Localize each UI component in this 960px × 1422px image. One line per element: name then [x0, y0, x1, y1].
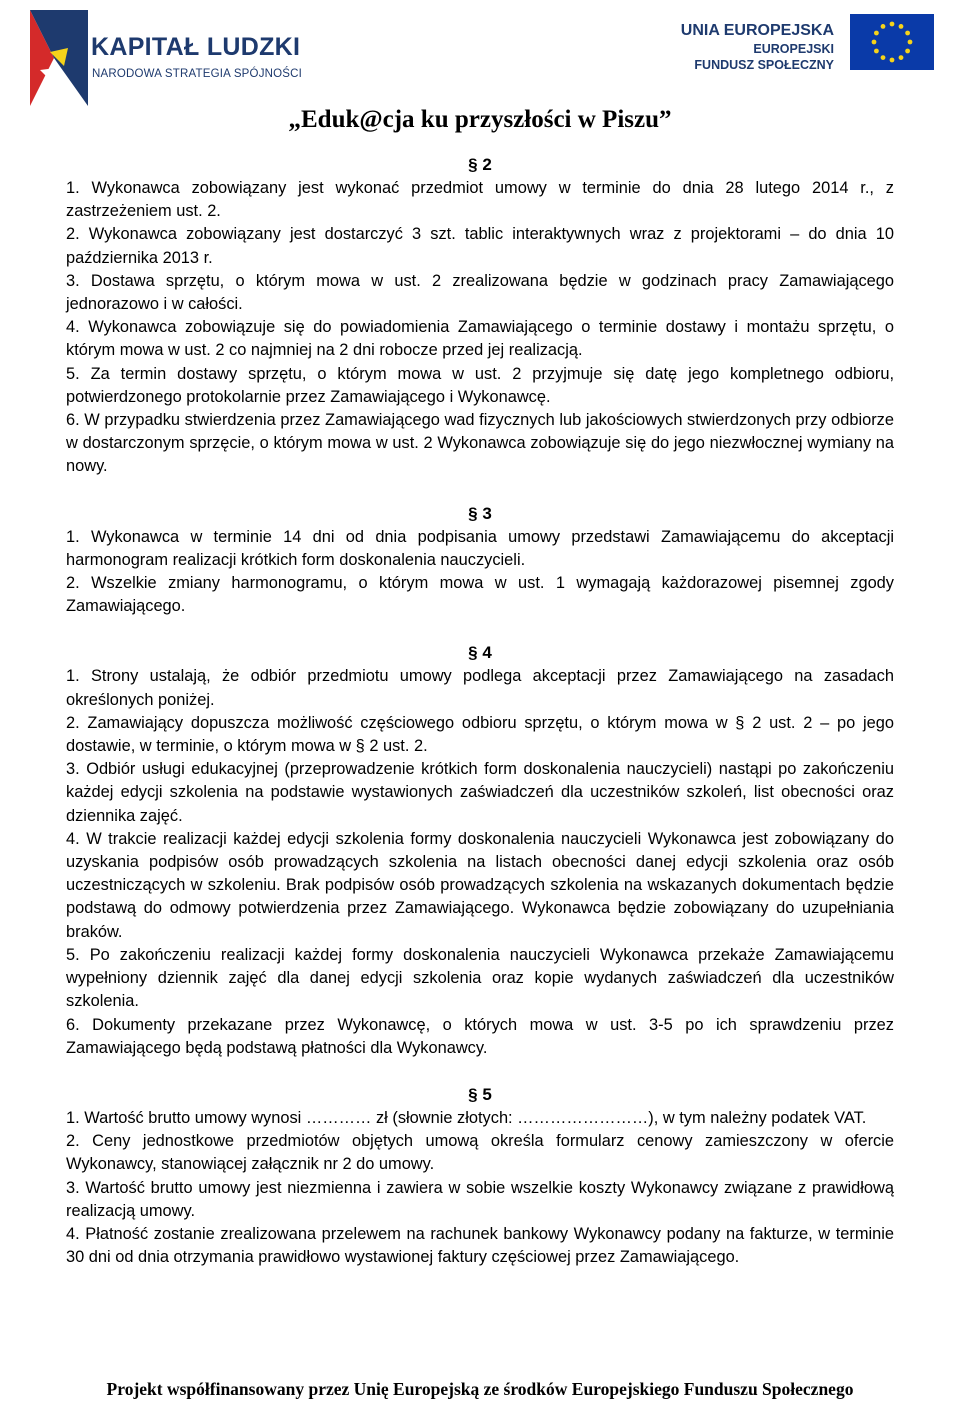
eu-star-icon [874, 31, 879, 36]
paragraph: 3. Odbiór usługi edukacyjnej (przeprowadzenie krótkich form doskonalenia nauczycieli) nastąpi po zakończeniu każdej edycji szkolenia na podstawie wystawionych zaświadczeń dla uczestników szkoleń, list obecności oraz dziennika zajęć. [66, 760, 894, 825]
paragraph: 3. Wartość brutto umowy jest niezmienna i zawiera w sobie wszelkie koszty Wykonawcy związane z prawidłową realizacją umowy. [66, 1178, 894, 1220]
document-body [66, 153, 894, 1269]
eu-flag-icon [850, 14, 934, 70]
eu-star-icon [890, 22, 895, 27]
paragraph: 1. Wykonawca w terminie 14 dni od dnia podpisania umowy przedstawi Zamawiającemu do akceptacji harmonogram realizacji krótkich form doskonalenia nauczycieli. [66, 527, 894, 569]
eu-star-icon [872, 40, 877, 45]
efs-line1: EUROPEJSKI [753, 42, 834, 56]
paragraph: 1. Wartość brutto umowy wynosi ………… zł (słownie złotych: ……………………), w tym należny podatek VAT. [66, 1108, 867, 1127]
eu-star-icon [908, 40, 913, 45]
eu-star-icon [874, 49, 879, 54]
eu-star-icon [905, 31, 910, 36]
eu-star-icon [881, 55, 886, 60]
eu-star-icon [899, 24, 904, 29]
section-2 [66, 153, 894, 479]
section-3 [66, 502, 894, 619]
ue-title: UNIA EUROPEJSKA [680, 22, 834, 39]
paragraph: 5. Po zakończeniu realizacji każdej formy doskonalenia nauczycieli Wykonawca przekaże Zamawiającemu wypełniony dziennik zajęć dla danej edycji szkolenia oraz kopie wydanych zaświadczeń dla uczestników szkolenia. [66, 945, 894, 1011]
eu-star-icon [881, 24, 886, 29]
paragraph: 2. Ceny jednostkowe przedmiotów objętych umową określa formularz cenowy zamieszczony w ofercie Wykonawcy, stanowiącej załącznik nr 2 do umowy. [66, 1132, 894, 1174]
paragraph: 2. Wszelkie zmiany harmonogramu, o którym mowa w ust. 1 wymagają każdorazowej pisemnej zgody Zamawiającego. [66, 574, 894, 616]
eu-star-icon [890, 58, 895, 63]
paragraph: 2. Zamawiający dopuszcza możliwość częściowego odbioru sprzętu, o którym mowa w § 2 ust. 2 – po jego dostawie, w terminie, o którym mowa w § 2 ust. 2. [66, 713, 894, 756]
paragraph: 2. Wykonawca zobowiązany jest dostarczyć 3 szt. tablic interaktywnych wraz z projektorami – do dnia 10 października 2013 r. [66, 225, 894, 267]
eu-star-icon [899, 55, 904, 60]
kapital-ludzki-title: KAPITAŁ LUDZKI [91, 33, 301, 61]
paragraph: 1. Wykonawca zobowiązany jest wykonać przedmiot umowy w terminie do dnia 28 lutego 2014 r., z zastrzeżeniem ust. 2. [66, 179, 894, 221]
paragraph: 6. Dokumenty przekazane przez Wykonawcę, o których mowa w ust. 3-5 po ich sprawdzeniu przez Zamawiającego będą podstawą płatności dla Wykonawcy. [66, 1015, 894, 1057]
section-heading: § 5 [468, 1084, 492, 1104]
section-5 [66, 1083, 894, 1269]
efs-line2: FUNDUSZ SPOŁECZNY [694, 58, 834, 72]
section-heading: § 3 [468, 503, 492, 523]
document-title: „Eduk@cja ku przyszłości w Piszu” [288, 106, 672, 133]
paragraph: 5. Za termin dostawy sprzętu, o którym mowa w ust. 2 przyjmuje się datę jego kompletnego odbioru, potwierdzonego protokolarnie przez Zamawiającego i Wykonawcę. [66, 364, 894, 406]
section-heading: § 2 [468, 155, 492, 174]
section-heading: § 4 [468, 643, 492, 663]
paragraph: 3. Dostawa sprzętu, o którym mowa w ust. 2 zrealizowana będzie w godzinach pracy Zamawiającego jednorazowo i w całości. [66, 271, 894, 314]
eu-star-icon [905, 49, 910, 54]
page-footer: Projekt współfinansowany przez Unię Europejską ze środków Europejskiego Funduszu Społecznego [106, 1379, 854, 1399]
paragraph: 1. Strony ustalają, że odbiór przedmiotu umowy podlega akceptacji przez Zamawiającego na zasadach określonych poniżej. [66, 667, 894, 709]
paragraph: 4. W trakcie realizacji każdej edycji szkolenia formy doskonalenia nauczycieli Wykonawca jest zobowiązany do uzyskania podpisów osób prowadzących szkolenia na listach obecności danej edycji szkolenia oraz osób uczestniczących w szkoleniu. Brak podpisów osób prowadzących szkolenia na wskazanych dokumentach będzie podstawą do odmowy potwierdzenia przez Zamawiającego. Wykonawca będzie zobowiązany do uzupełniania braków. [66, 829, 894, 941]
section-4 [66, 641, 894, 1059]
paragraph: 6. W przypadku stwierdzenia przez Zamawiającego wad fizycznych lub jakościowych stwierdzonych przy odbiorze w dostarczonym sprzęcie, o którym mowa w ust. 2 Wykonawca zobowiązuje się do jego niezwłocznej wymiany na nowy. [66, 411, 894, 476]
kapital-ludzki-subtitle: NARODOWA STRATEGIA SPÓJNOŚCI [92, 68, 303, 80]
page-header [0, 0, 960, 112]
paragraph: 4. Wykonawca zobowiązuje się do powiadomienia Zamawiającego o terminie dostawy i montażu sprzętu, o którym mowa w ust. 2 co najmniej na 2 dni robocze przed jej realizacją. [66, 318, 894, 360]
paragraph: 4. Płatność zostanie zrealizowana przelewem na rachunek bankowy Wykonawcy podany na fakturze, w terminie 30 dni od dnia otrzymania prawidłowo wystawionej faktury częściowej przez Zamawiającego. [66, 1224, 894, 1267]
